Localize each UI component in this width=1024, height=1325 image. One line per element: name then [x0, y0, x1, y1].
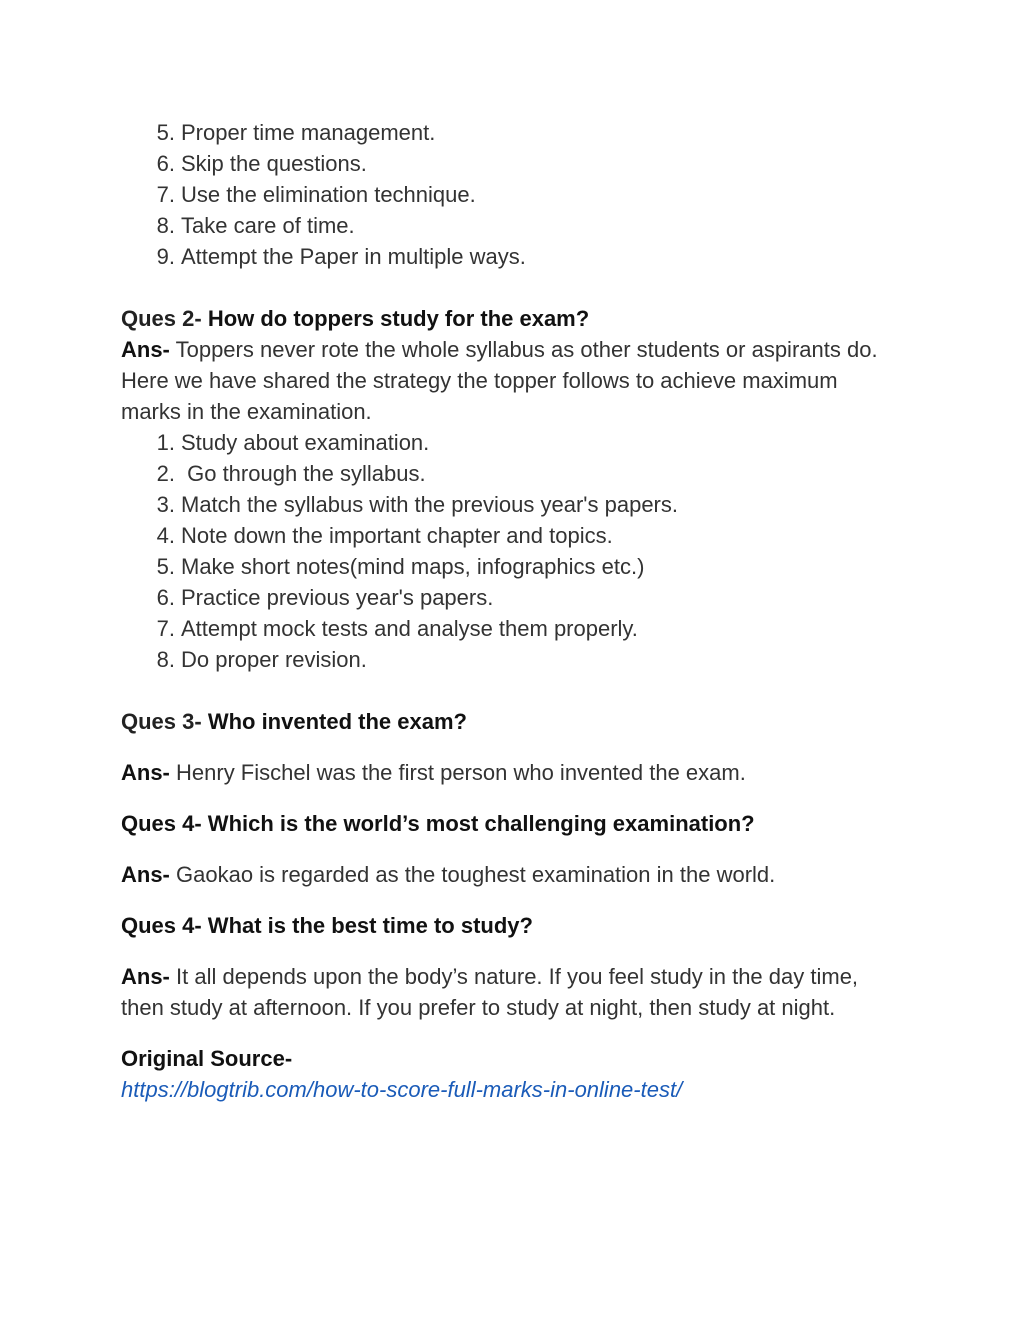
list-tips-continued [121, 117, 901, 272]
list-item: 1. Study about examination. [156, 430, 430, 455]
source-label: Original Source- [121, 1046, 293, 1071]
list-topper-strategy [121, 427, 901, 675]
answer-3: Ans- Henry Fischel was the first person who invented the exam. [121, 760, 746, 785]
document-page [121, 117, 901, 1105]
list-item: 9. Attempt the Paper in multiple ways. [156, 244, 526, 269]
list-item: 7. Attempt mock tests and analyse them properly. [156, 616, 638, 641]
source-link[interactable]: https://blogtrib.com/how-to-score-full-marks-in-online-test/ [121, 1077, 683, 1102]
list-item: 4. Note down the important chapter and topics. [156, 523, 613, 548]
answer-4a: Ans- Gaokao is regarded as the toughest examination in the world. [121, 862, 776, 887]
list-item: 3. Match the syllabus with the previous year's papers. [156, 492, 678, 517]
list-item: 8. Do proper revision. [156, 647, 367, 672]
question-4a: Ques 4- Which is the world’s most challenging examination? [121, 811, 755, 836]
list-item: 8. Take care of time. [156, 213, 355, 238]
list-item: 6. Practice previous year's papers. [156, 585, 494, 610]
answer-4b: Ans- It all depends upon the body’s nature. If you feel study in the day time, then study at afternoon. If you prefer to study at night, then study at night. [121, 964, 859, 1020]
list-item: 7. Use the elimination technique. [156, 182, 476, 207]
list-item: 2. Go through the syllabus. [156, 461, 426, 486]
list-item: 5. Make short notes(mind maps, infographics etc.) [156, 554, 645, 579]
question-2: Ques 2- How do toppers study for the exam? [121, 306, 590, 331]
list-item: 5. Proper time management. [156, 120, 436, 145]
answer-2: Ans- Toppers never rote the whole syllabus as other students or aspirants do. Here we have shared the strategy the topper follows to achieve maximum marks in the examination. [121, 337, 878, 424]
list-item: 6. Skip the questions. [156, 151, 367, 176]
question-3: Ques 3- Who invented the exam? [121, 709, 467, 734]
question-4b: Ques 4- What is the best time to study? [121, 913, 533, 938]
